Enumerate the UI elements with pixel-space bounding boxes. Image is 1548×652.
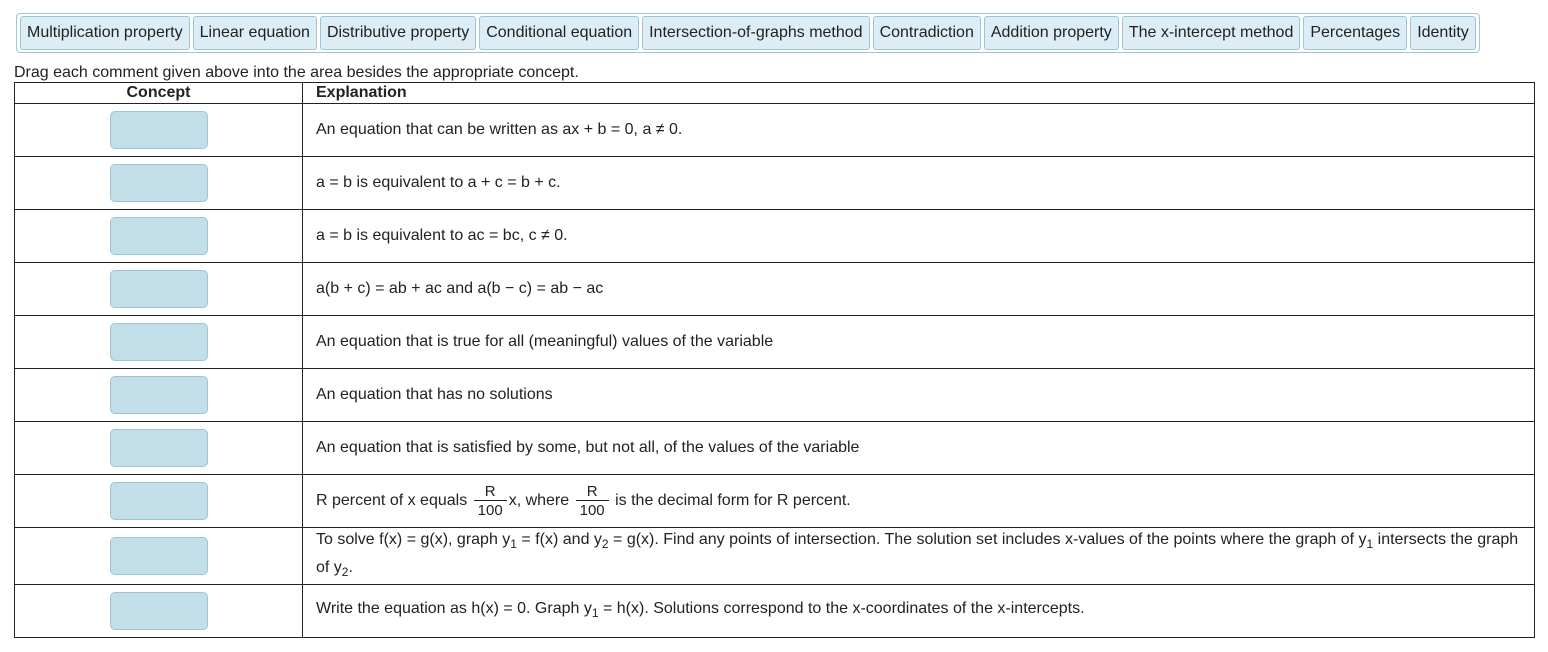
- chip-x-intercept-method[interactable]: The x-intercept method: [1122, 16, 1301, 50]
- subscript: 2: [601, 537, 609, 552]
- fraction-denominator: 100: [576, 500, 609, 519]
- subscript: 1: [591, 606, 599, 621]
- subscript: 1: [1366, 537, 1374, 552]
- explanation-text: = f(x) and y: [516, 531, 602, 548]
- chip-percentages[interactable]: Percentages: [1303, 16, 1407, 50]
- table-row: [15, 422, 1535, 475]
- explanation-cell: An equation that is satisfied by some, but not all, of the values of the variable: [303, 422, 1535, 475]
- explanation-text: x, where: [508, 492, 570, 510]
- fraction-r-over-100: [576, 483, 609, 519]
- concept-cell: [15, 104, 303, 157]
- matching-table: [14, 82, 1535, 638]
- explanation-cell: a(b + c) = ab + ac and a(b − c) = ab − ac: [303, 263, 1535, 316]
- fraction-numerator: R: [484, 483, 496, 500]
- drop-zone-4[interactable]: [110, 270, 208, 308]
- explanation-cell: [303, 528, 1535, 585]
- concept-cell: [15, 210, 303, 263]
- concept-cell: [15, 422, 303, 475]
- table-row: [15, 475, 1535, 528]
- concept-cell: [15, 475, 303, 528]
- drop-zone-2[interactable]: [110, 164, 208, 202]
- explanation-text: Write the equation as h(x) = 0. Graph y: [316, 600, 592, 618]
- drop-zone-7[interactable]: [110, 429, 208, 467]
- explanation-text: To solve f(x) = g(x), graph y: [316, 531, 511, 548]
- header-concept: Concept: [15, 83, 303, 104]
- explanation-cell: An equation that can be written as ax + b = 0, a ≠ 0.: [303, 104, 1535, 157]
- fraction-denominator: 100: [474, 500, 507, 519]
- explanation-text: is the decimal form for R percent.: [615, 492, 851, 510]
- drop-zone-5[interactable]: [110, 323, 208, 361]
- answer-bank: [16, 13, 1480, 53]
- concept-cell: [15, 157, 303, 210]
- drop-zone-9[interactable]: [110, 537, 208, 575]
- explanation-cell: a = b is equivalent to ac = bc, c ≠ 0.: [303, 210, 1535, 263]
- explanation-cell: [303, 585, 1535, 638]
- chip-linear-equation[interactable]: Linear equation: [193, 16, 317, 50]
- chip-intersection-of-graphs-method[interactable]: Intersection-of-graphs method: [642, 16, 869, 50]
- concept-cell: [15, 263, 303, 316]
- explanation-text: intersects the graph of y: [316, 531, 1519, 577]
- chip-conditional-equation[interactable]: Conditional equation: [479, 16, 639, 50]
- drop-zone-10[interactable]: [110, 592, 208, 630]
- table-row: [15, 585, 1535, 638]
- explanation-cell: a = b is equivalent to a + c = b + c.: [303, 157, 1535, 210]
- fraction-numerator: R: [586, 483, 598, 500]
- table-row: [15, 157, 1535, 210]
- chip-multiplication-property[interactable]: Multiplication property: [20, 16, 190, 50]
- explanation-text: .: [348, 559, 353, 577]
- concept-cell: [15, 369, 303, 422]
- table-row: [15, 369, 1535, 422]
- table-row: [15, 263, 1535, 316]
- fraction-r-over-100: [474, 483, 507, 519]
- explanation-cell: An equation that has no solutions: [303, 369, 1535, 422]
- drop-zone-1[interactable]: [110, 111, 208, 149]
- concept-cell: [15, 528, 303, 585]
- explanation-text: = g(x). Find any points of intersection. The solution set includes x-values of the points where the graph of y: [608, 531, 1367, 548]
- drop-zone-3[interactable]: [110, 217, 208, 255]
- subscript: 1: [510, 537, 517, 552]
- explanation-text: R percent of x equals: [316, 492, 468, 510]
- table-row: [15, 210, 1535, 263]
- explanation-cell: An equation that is true for all (meaningful) values of the variable: [303, 316, 1535, 369]
- drop-zone-8[interactable]: [110, 482, 208, 520]
- explanation-text: = h(x). Solutions correspond to the x-coordinates of the x-intercepts.: [598, 600, 1085, 618]
- header-explanation: Explanation: [303, 83, 1535, 104]
- table-row: [15, 528, 1535, 585]
- explanation-cell: [303, 475, 1535, 528]
- subscript: 2: [341, 565, 349, 580]
- instructions-text: Drag each comment given above into the area besides the appropriate concept.: [14, 64, 579, 81]
- concept-cell: [15, 585, 303, 638]
- table-row: [15, 104, 1535, 157]
- chip-identity[interactable]: Identity: [1410, 16, 1476, 50]
- drop-zone-6[interactable]: [110, 376, 208, 414]
- table-row: [15, 316, 1535, 369]
- chip-contradiction[interactable]: Contradiction: [873, 16, 981, 50]
- concept-cell: [15, 316, 303, 369]
- chip-addition-property[interactable]: Addition property: [984, 16, 1119, 50]
- chip-distributive-property[interactable]: Distributive property: [320, 16, 476, 50]
